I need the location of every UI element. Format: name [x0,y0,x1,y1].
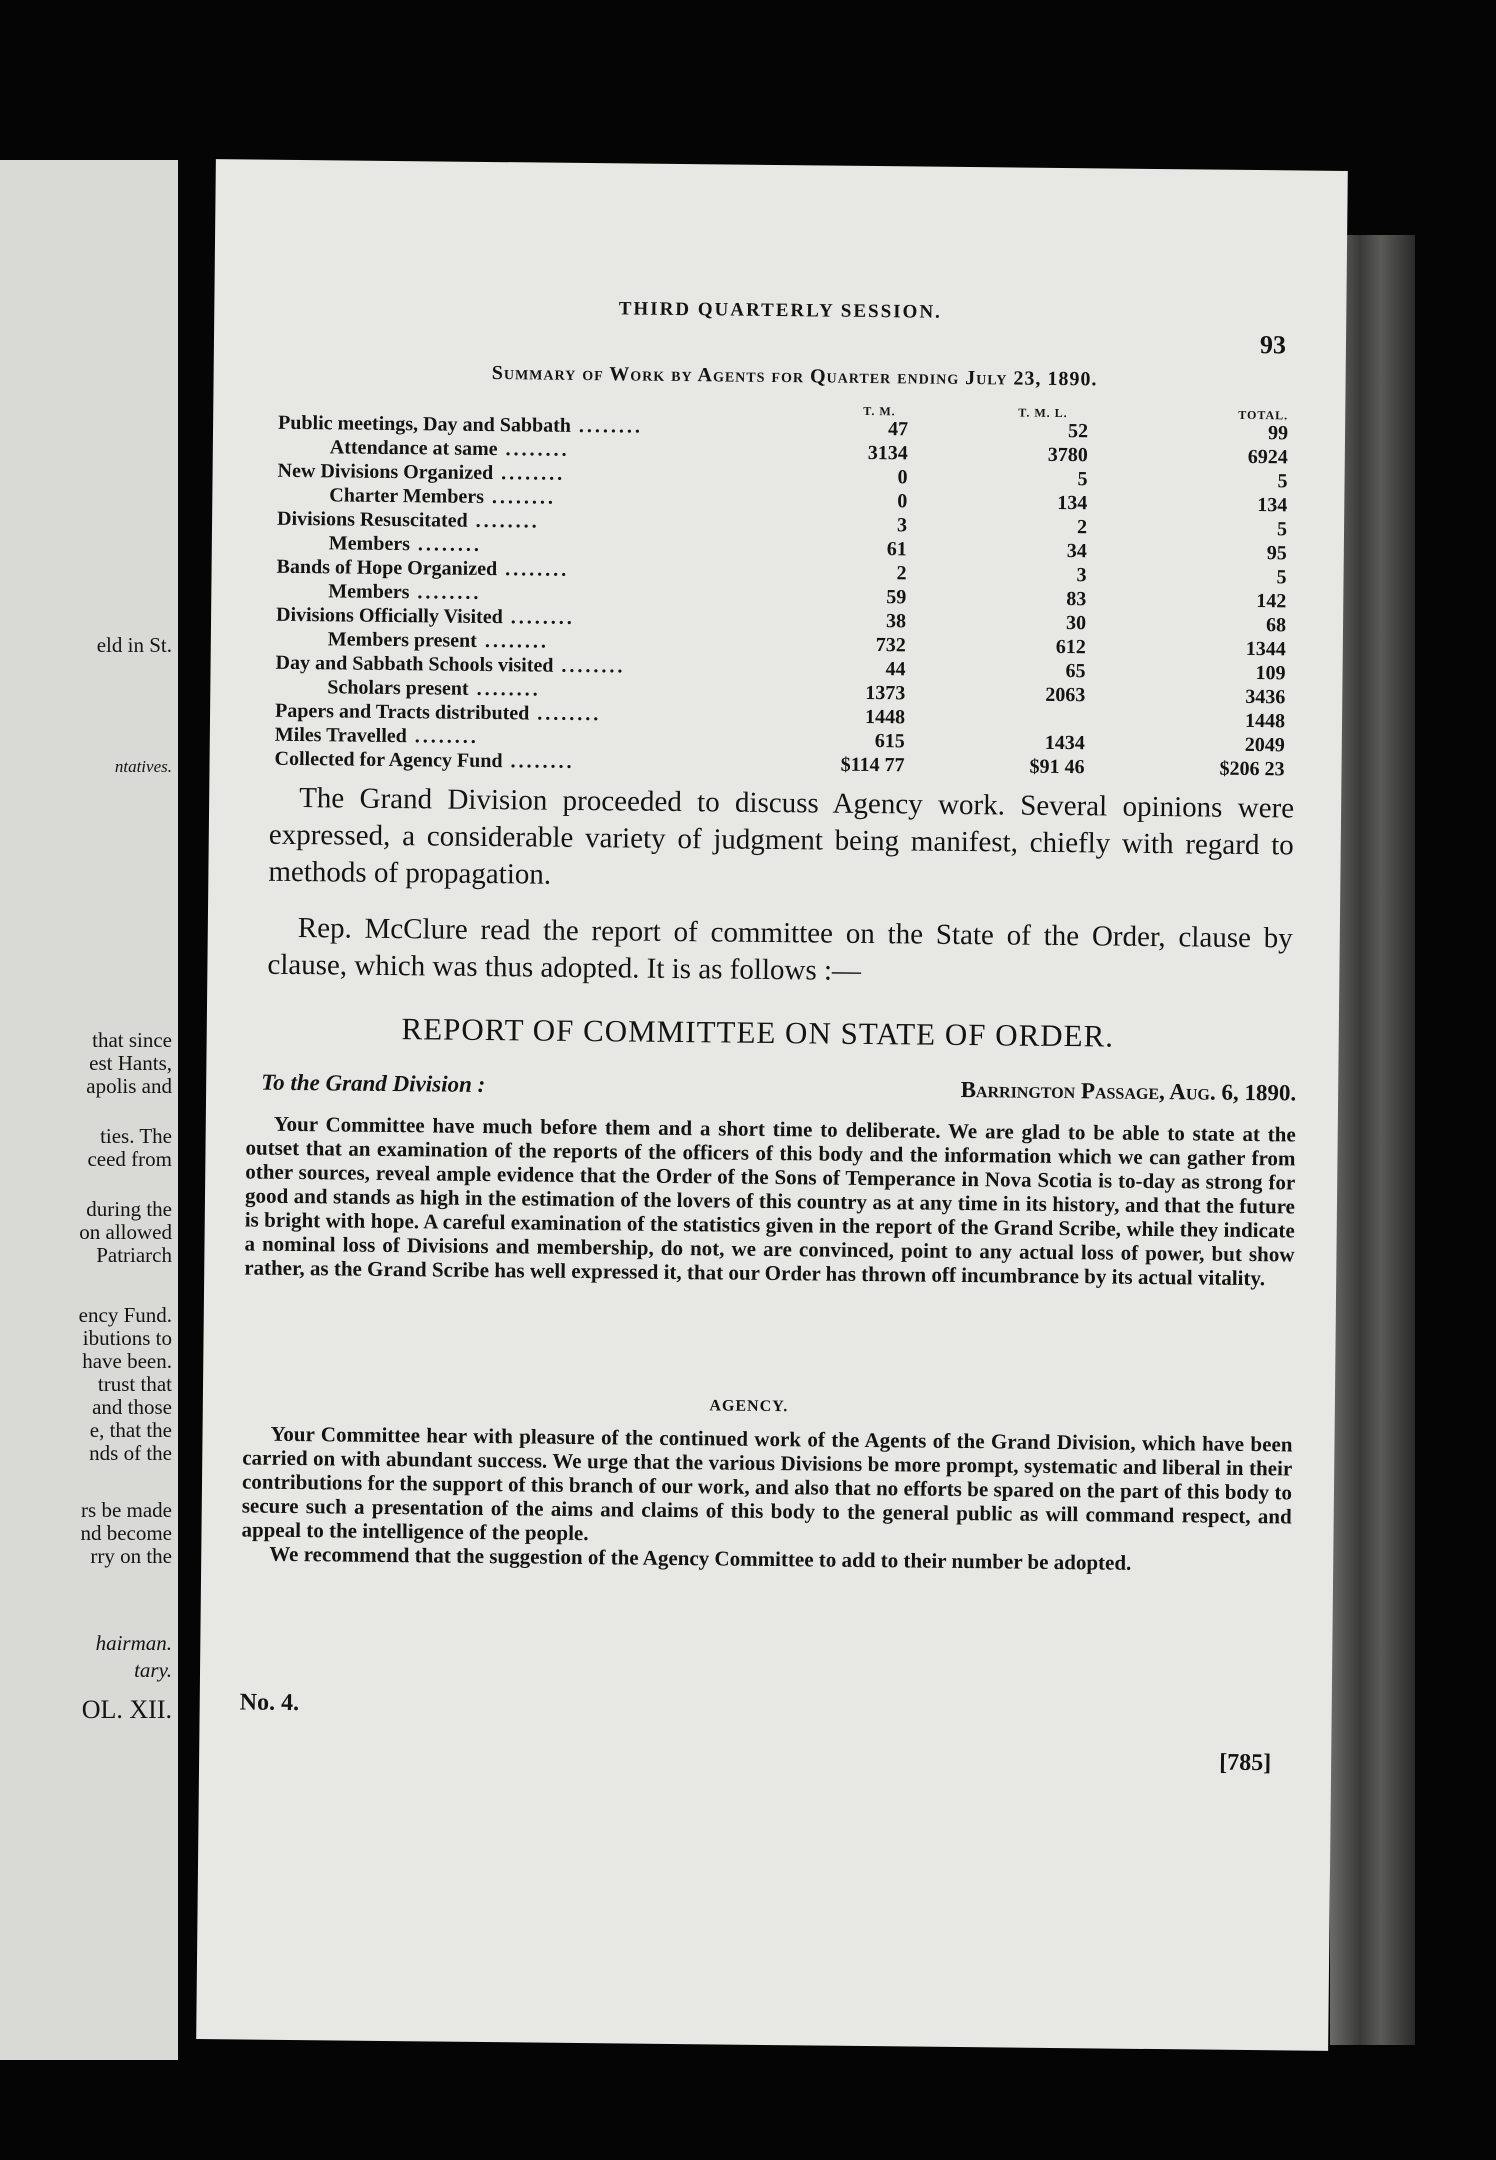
cell-tm: 1448 [864,705,906,729]
cell-total: 5 [1276,566,1287,589]
cell-tml: 65 [1065,660,1086,683]
row-label: Public meetings, Day and Sabbath ........ [278,411,644,438]
left-fragment: ibutions to [82,1326,172,1350]
row-label: Charter Members ........ [329,484,557,509]
recommendation-paragraph: We recommend that the suggestion of the Agency Committee to add to their number be adopted. [269,1541,1132,1575]
left-fragment: ties. The [100,1124,172,1148]
cell-total: 5 [1277,470,1288,493]
cell-tm: 0 [897,466,908,489]
cell-total: 142 [1256,590,1287,613]
cell-tm: 59 [886,586,907,609]
cell-tm: 2 [896,562,907,585]
cell-tm: 47 [887,418,909,441]
row-label: Day and Sabbath Schools visited ........ [275,651,626,678]
left-fragment: e, that the [89,1418,172,1442]
cell-total: 2049 [1244,733,1285,757]
cell-tml: $91 46 [1029,755,1085,779]
right-page [196,159,1348,2051]
cell-total: $206 23 [1219,757,1285,781]
salutation: To the Grand Division : [261,1069,486,1097]
agency-heading: AGENCY. [709,1397,789,1416]
row-label: Collected for Agency Fund ........ [274,747,575,773]
cell-tml: 34 [1066,540,1087,563]
left-fragment: nds of the [89,1441,172,1465]
row-label: Divisions Officially Visited ........ [275,603,575,629]
cell-total: 95 [1266,542,1287,565]
row-label: Bands of Hope Organized ........ [276,555,570,581]
cell-total: 3436 [1245,685,1286,709]
paragraph-discussion [268,780,1294,902]
cell-total: 5 [1276,518,1288,541]
col-header-tml: T. M. L. [1018,405,1068,421]
left-fragment: ency Fund. [78,1303,172,1327]
agency-paragraph: Your Committee hear with pleasure of the continued work of the Agents of the Grand Division, which have been carried on with abundant success. We urge that the various Divisions be more prompt, systematic and liberal in their contributions for the support of this branch of our work, and also that no efforts be spared on the part of this body to secure such a presentation of the aims and claims of this body to the general public as will command respect, and appeal to the intelligence of the people. [241,1421,1293,1546]
cell-tml: 2 [1076,516,1088,539]
cell-tml: 1434 [1044,731,1085,755]
row-label: Attendance at same ........ [329,436,570,461]
left-fragment: on allowed [79,1220,172,1244]
paragraph-report-intro [267,910,1293,995]
left-page [0,160,178,2060]
cell-tml: 30 [1065,612,1087,635]
col-header-tm: T. M. [863,403,896,419]
left-fragment: have been. [82,1349,172,1373]
summary-title: Summary of Work by Agents for Quarter ending July 23, 1890. [491,362,1098,391]
paragraph-text: Rep. McClure read the report of committee on the State of the Order, clause by clause, which was thus adopted. It is as follows :— [267,912,1293,987]
cell-tm: 732 [875,634,906,657]
left-fragment: Patriarch [96,1243,172,1267]
cell-tm: 615 [874,730,905,753]
cell-tml: 134 [1057,491,1088,515]
left-fragment: and those [92,1395,172,1419]
cell-total: 1344 [1245,637,1286,661]
left-fragment: ceed from [87,1147,172,1171]
left-fragment: rry on the [90,1544,172,1568]
left-fragment: eld in St. [96,633,172,657]
cell-tm: 1373 [865,681,906,705]
cell-tml: 2063 [1045,683,1086,707]
cell-tml: 52 [1067,420,1089,443]
left-fragment: tary. [134,1658,172,1682]
cell-total: 68 [1265,614,1287,637]
row-label: Divisions Resuscitated ........ [276,507,540,533]
running-head: THIRD QUARTERLY SESSION. [618,298,942,323]
left-fragment: OL. XII. [81,1695,172,1724]
row-label: New Divisions Organized ........ [277,459,566,485]
signature-mark: [785] [1219,1749,1272,1777]
left-fragment: during the [86,1197,172,1221]
agent-summary-table [274,388,1298,783]
col-header-total: TOTAL. [1238,407,1289,423]
report-title: REPORT OF COMMITTEE ON STATE OF ORDER. [401,1011,1115,1054]
report-paragraph: Your Committee have much before them and a short time to deliberate. We are glad to be able to state at the outset that an examination of the reports of the officers of this body and the information which we can gather from other sources, reveal ample evidence that the Order of the Sons of Temperance in Nova Scotia is to-day as strong for good and stands as high in the estimation of the lovers of this country as at any time in its history, and that the future is bright with hope. A careful examination of the statistics given in the report of the Grand Scribe, while they indicate a nominal loss of Divisions and membership, do not, we are convinced, point to any actual loss of power, but show rather, as the Grand Scribe has well expressed it, that our Order has thrown off incumbrance by its actual vitality. [244,1111,1296,1291]
row-label: Papers and Tracts distributed ........ [274,699,602,726]
cell-total: 109 [1255,662,1286,685]
salutation-line [261,1070,1296,1107]
part-number: No. 4. [239,1689,300,1717]
cell-total: 1448 [1244,709,1286,733]
left-fragment: that since [92,1028,172,1052]
cell-tml [975,707,1085,708]
row-label: Members present ........ [327,628,550,653]
cell-tm: 38 [885,610,907,633]
row-label: Members ........ [328,580,482,604]
left-fragment: nd become [80,1521,172,1545]
cell-tml: 612 [1055,635,1086,659]
cell-total: 6924 [1247,445,1288,469]
cell-tml: 3780 [1047,443,1088,467]
left-fragment: rs be made [81,1498,172,1522]
cell-tml: 5 [1077,468,1088,491]
cell-tml: 83 [1066,588,1087,611]
cell-tm: $114 77 [840,753,905,777]
report-body [244,1111,1296,1290]
row-label: Members ........ [328,532,483,556]
cell-total: 134 [1257,494,1288,517]
row-label: Miles Travelled ........ [274,723,479,748]
paragraph-text: The Grand Division proceeded to discuss Agency work. Several opinions were expressed, a considerable variety of judgment being manifest, chiefly with regard to methods of propagation. [268,782,1295,891]
cell-tm: 61 [886,538,907,561]
row-label: Scholars present ........ [327,676,541,701]
left-fragment: trust that [97,1372,172,1396]
left-fragment: est Hants, [89,1051,172,1075]
cell-tm: 44 [885,658,906,681]
agency-body [241,1421,1292,1576]
left-fragment: hairman. [95,1631,172,1655]
place-date: Barrington Passage, Aug. 6, 1890. [960,1076,1297,1106]
cell-tm: 0 [897,490,908,513]
left-fragment: apolis and [86,1074,172,1098]
page-number: 93 [1259,330,1287,360]
cell-tm: 3 [896,514,908,537]
left-fragment: ntatives. [114,757,172,776]
cell-tm: 3134 [867,441,908,465]
cell-total: 99 [1267,422,1289,445]
cell-tml: 3 [1076,564,1087,587]
